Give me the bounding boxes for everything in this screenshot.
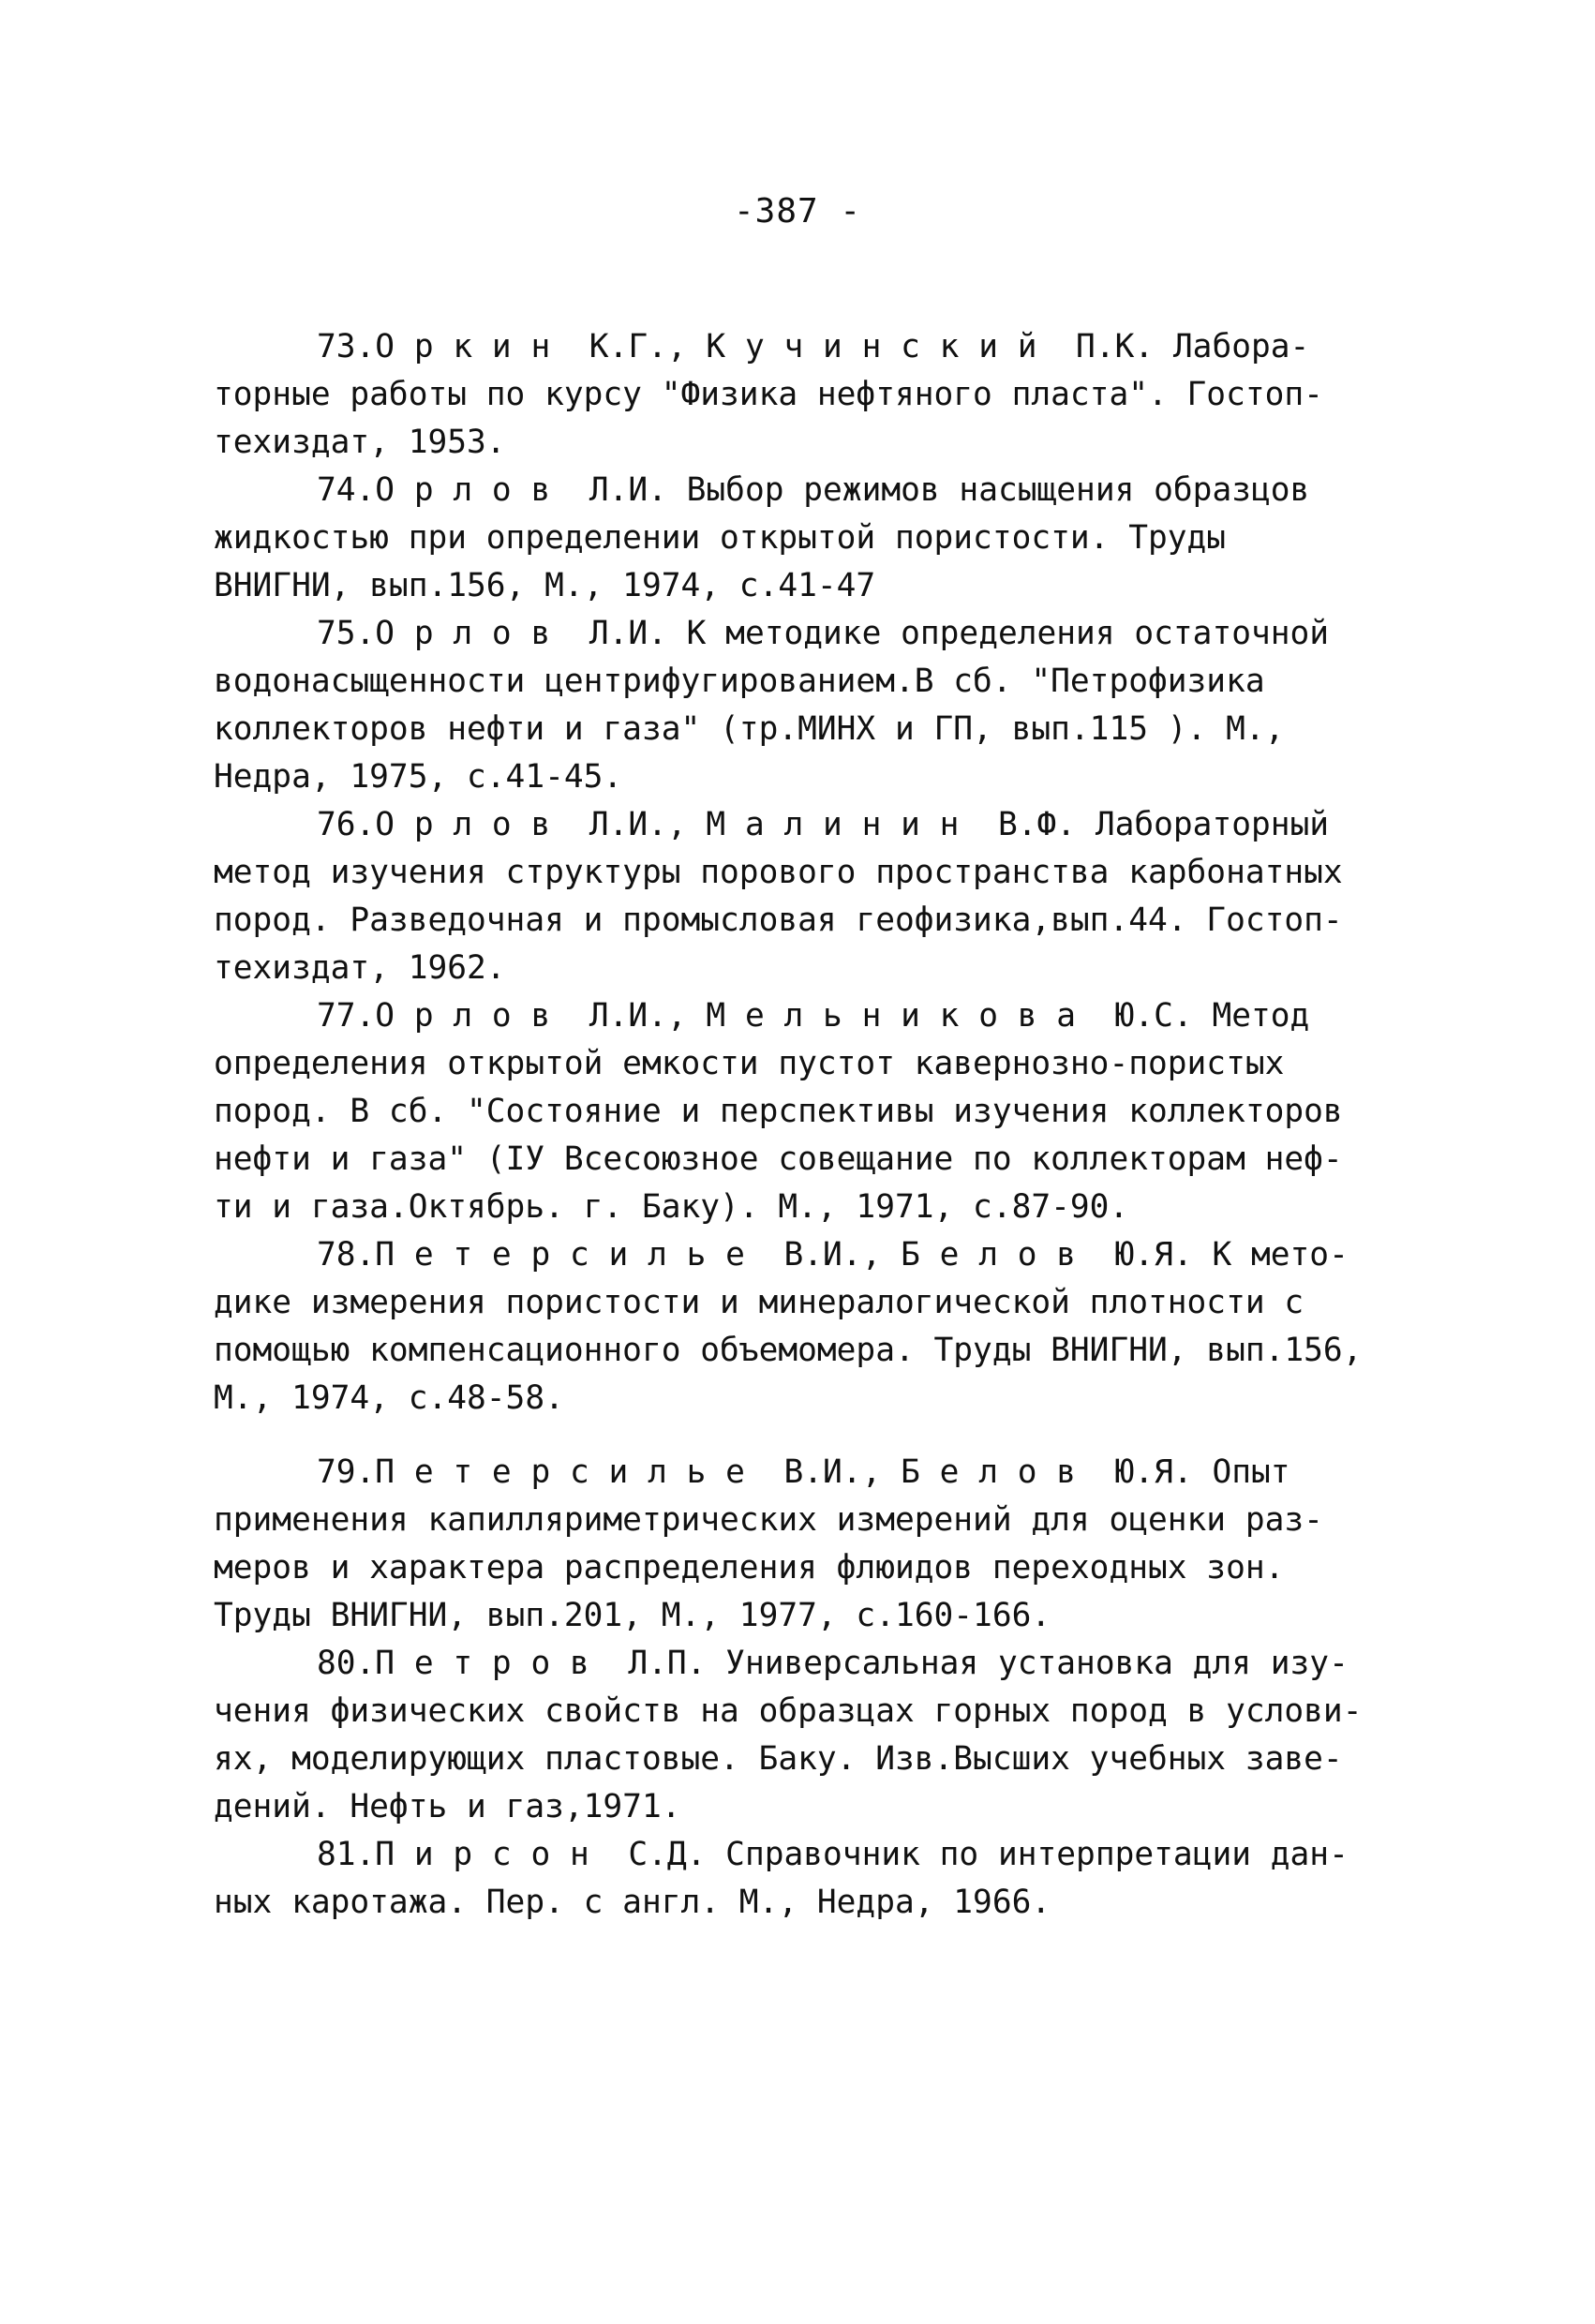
reference-line: Труды ВНИГНИ, вып.201, М., 1977, с.160-166. xyxy=(214,1597,1051,1634)
reference-entry xyxy=(214,1231,1406,1423)
reference-line: ях, моделирующих пластовые. Баку. Изв.Высших учебных заве- xyxy=(214,1740,1343,1778)
reference-line: 79.П е т е р с и л ь е В.И., Б е л о в Ю.Я. Опыт xyxy=(317,1453,1290,1491)
reference-entry xyxy=(214,801,1406,992)
reference-line: меров и характера распределения флюидов переходных зон. xyxy=(214,1549,1285,1587)
reference-line: 74.О р л о в Л.И. Выбор режимов насыщения образцов xyxy=(317,471,1310,509)
reference-line: 73.О р к и н К.Г., К у ч и н с к и й П.К. Лабора- xyxy=(317,328,1310,365)
reference-line: чения физических свойств на образцах горных пород в услови- xyxy=(214,1692,1363,1730)
reference-entry xyxy=(214,992,1406,1231)
reference-line: 78.П е т е р с и л ь е В.И., Б е л о в Ю.Я. К мето- xyxy=(317,1236,1349,1274)
reference-line: 81.П и р с о н С.Д. Справочник по интерпретации дан- xyxy=(317,1836,1349,1873)
reference-line: 77.О р л о в Л.И., М е л ь н и к о в а Ю.С. Метод xyxy=(317,997,1310,1035)
reference-entry xyxy=(214,1640,1406,1831)
reference-line: нефти и газа" (IУ Всесоюзное совещание по коллекторам неф- xyxy=(214,1140,1343,1178)
reference-line: техиздат, 1953. xyxy=(214,424,506,461)
reference-line: коллекторов нефти и газа" (тр.МИНХ и ГП, вып.115 ). М., xyxy=(214,710,1285,748)
reference-line: пород. Разведочная и промысловая геофизика,вып.44. Гостоп- xyxy=(214,901,1343,939)
reference-line: водонасыщенности центрифугированием.В сб. "Петрофизика xyxy=(214,663,1265,700)
reference-entry xyxy=(214,1831,1406,1927)
reference-line: ти и газа.Октябрь. г. Баку). М., 1971, с.87-90. xyxy=(214,1188,1129,1226)
reference-line: торные работы по курсу "Физика нефтяного пласта". Гостоп- xyxy=(214,376,1323,413)
references-list xyxy=(214,323,1406,1927)
reference-line: дений. Нефть и газ,1971. xyxy=(214,1788,681,1825)
reference-line: определения открытой емкости пустот кавернозно-пористых xyxy=(214,1045,1285,1082)
reference-line: 75.О р л о в Л.И. К методике определения остаточной xyxy=(317,615,1330,652)
reference-line: метод изучения структуры порового пространства карбонатных xyxy=(214,854,1343,891)
reference-entry xyxy=(214,610,1406,801)
reference-entry xyxy=(214,323,1406,467)
page-number: -387 - xyxy=(733,192,862,231)
reference-line: техиздат, 1962. xyxy=(214,949,506,987)
reference-line: жидкостью при определении открытой пористости. Труды xyxy=(214,519,1227,557)
reference-line: 76.О р л о в Л.И., М а л и н и н В.Ф. Лабораторный xyxy=(317,806,1330,843)
reference-line: 80.П е т р о в Л.П. Универсальная установка для изу- xyxy=(317,1645,1349,1682)
reference-line: применения капилляриметрических измерений для оценки раз- xyxy=(214,1501,1323,1539)
reference-entry xyxy=(214,467,1406,610)
reference-line: ВНИГНИ, вып.156, М., 1974, с.41-47 xyxy=(214,567,876,604)
reference-entry xyxy=(214,1449,1406,1640)
reference-line: дике измерения пористости и минералогической плотности с xyxy=(214,1284,1304,1321)
reference-line: М., 1974, с.48-58. xyxy=(214,1379,564,1417)
reference-line: ных каротажа. Пер. с англ. М., Недра, 1966. xyxy=(214,1884,1051,1921)
reference-line: помощью компенсационного объемомера. Труды ВНИГНИ, вып.156, xyxy=(214,1332,1363,1369)
reference-line: пород. В сб. "Состояние и перспективы изучения коллекторов xyxy=(214,1093,1343,1130)
reference-line: Недра, 1975, с.41-45. xyxy=(214,758,623,796)
